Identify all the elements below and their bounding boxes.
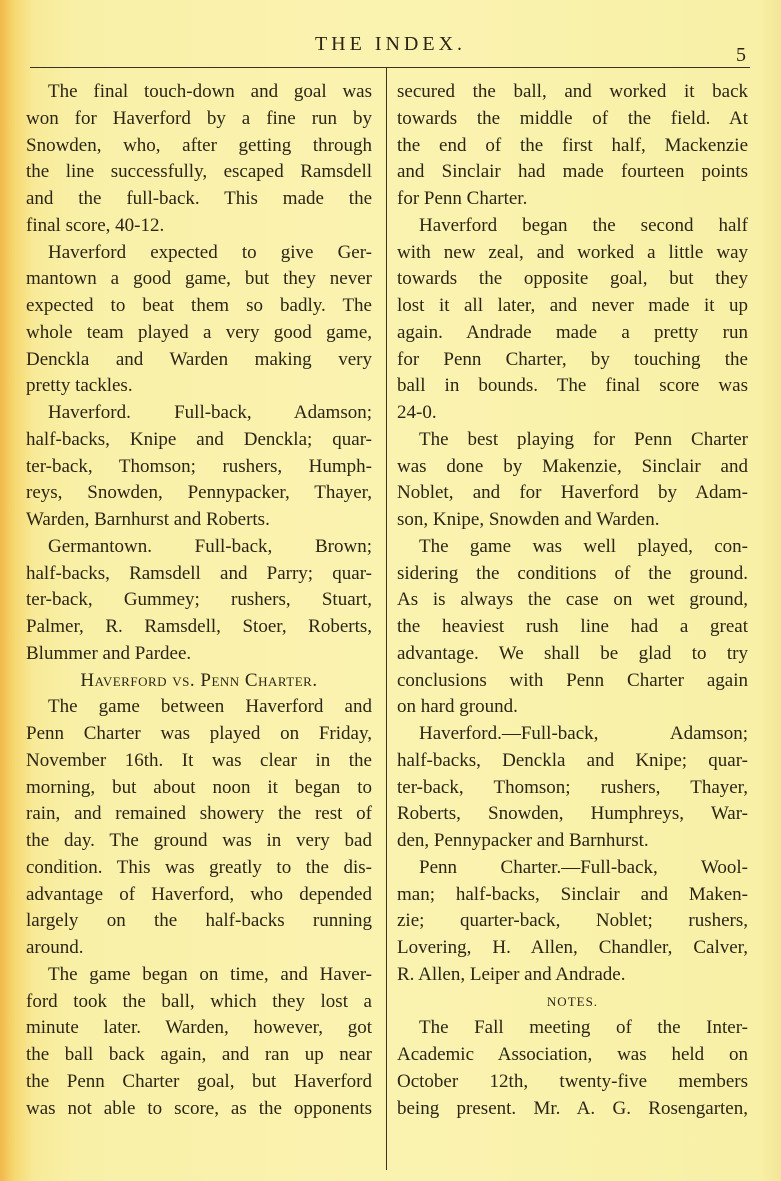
text-line: condition. This was greatly to the dis- bbox=[26, 856, 372, 878]
right-column bbox=[397, 79, 748, 1122]
text-line: pretty tackles. bbox=[26, 375, 133, 397]
text-line: October 12th, twenty-five members bbox=[397, 1070, 748, 1092]
text-line: The game was well played, con- bbox=[419, 535, 748, 557]
text-line: The game began on time, and Haver- bbox=[48, 963, 372, 985]
column-divider bbox=[386, 68, 387, 1170]
text-line: conclusions with Penn Charter again bbox=[397, 669, 748, 691]
text-line: on hard ground. bbox=[397, 696, 518, 718]
text-line: advantage. We shall be glad to try bbox=[397, 642, 748, 664]
text-line: Lovering, H. Allen, Chandler, Calver, bbox=[397, 937, 748, 958]
text-line: 24-0. bbox=[397, 402, 437, 423]
text-line: Roberts, Snowden, Humphreys, War- bbox=[397, 803, 748, 825]
text-line: expected to beat them so badly. The bbox=[26, 295, 372, 316]
text-line: half-backs, Denckla and Knipe; quar- bbox=[397, 749, 748, 771]
text-line: The Fall meeting of the Inter- bbox=[419, 1017, 748, 1039]
text-line: den, Pennypacker and Barnhurst. bbox=[397, 830, 649, 851]
text-line: son, Knipe, Snowden and Warden. bbox=[397, 509, 660, 530]
text-line: around. bbox=[26, 937, 84, 958]
text-line: Germantown. Full-back, Brown; bbox=[48, 535, 372, 557]
text-line: Penn Charter.—Full-back, Wool- bbox=[419, 856, 748, 878]
text-line: again. Andrade made a pretty run bbox=[397, 321, 748, 343]
text-line: with new zeal, and worked a little way bbox=[397, 241, 748, 263]
text-line: The final touch-down and goal was bbox=[48, 81, 372, 102]
left-column bbox=[26, 79, 372, 1122]
text-line: advantage of Haverford, who depended bbox=[26, 883, 372, 905]
text-line: for Penn Charter, by touching the bbox=[397, 348, 748, 370]
text-line: November 16th. It was clear in the bbox=[26, 749, 372, 771]
text-line: the end of the first half, Mackenzie bbox=[397, 134, 748, 156]
text-line: the line successfully, escaped Ramsdell bbox=[26, 161, 372, 183]
text-line: and the full-back. This made the bbox=[26, 188, 372, 209]
text-line: reys, Snowden, Pennypacker, Thayer, bbox=[26, 482, 372, 504]
text-line: half-backs, Ramsdell and Parry; quar- bbox=[26, 562, 372, 584]
text-line: As is always the case on wet ground, bbox=[397, 589, 748, 611]
text-line: Haverford.—Full-back, Adamson; bbox=[419, 723, 748, 744]
text-line: zie; quarter-back, Noblet; rushers, bbox=[397, 910, 748, 932]
text-line: Snowden, who, after getting through bbox=[26, 134, 372, 156]
text-line: was done by Makenzie, Sinclair and bbox=[397, 455, 748, 477]
notes-heading: NOTES. bbox=[546, 993, 599, 1009]
text-line: Penn Charter was played on Friday, bbox=[26, 723, 372, 744]
text-line: morning, but about noon it began to bbox=[26, 776, 372, 798]
text-line: ter-back, Thomson; rushers, Humph- bbox=[26, 455, 372, 477]
text-line: the day. The ground was in very bad bbox=[26, 830, 372, 851]
text-line: secured the ball, and worked it back bbox=[397, 81, 748, 102]
text-line: Haverford expected to give Ger- bbox=[48, 241, 372, 263]
text-line: Warden, Barnhurst and Roberts. bbox=[26, 509, 270, 530]
text-line: for Penn Charter. bbox=[397, 188, 528, 209]
text-line: ter-back, Gummey; rushers, Stuart, bbox=[26, 589, 372, 611]
text-line: The game between Haverford and bbox=[48, 696, 372, 718]
text-line: being present. Mr. A. G. Rosengarten, bbox=[397, 1097, 748, 1119]
text-line: Noblet, and for Haverford by Adam- bbox=[397, 482, 748, 504]
text-line: the Penn Charter goal, but Haverford bbox=[26, 1070, 372, 1092]
text-line: ball in bounds. The final score was bbox=[397, 375, 748, 397]
text-line: mantown a good game, but they never bbox=[26, 268, 372, 290]
text-line: the heaviest rush line had a great bbox=[397, 616, 748, 637]
text-line: rain, and remained showery the rest of bbox=[26, 803, 372, 825]
text-line: R. Allen, Leiper and Andrade. bbox=[397, 963, 626, 985]
text-line: whole team played a very good game, bbox=[26, 321, 372, 343]
text-line: ford took the ball, which they lost a bbox=[26, 990, 372, 1012]
text-line: minute later. Warden, however, got bbox=[26, 1017, 372, 1039]
text-line: The best playing for Penn Charter bbox=[419, 428, 748, 450]
running-head-title: THE INDEX. bbox=[314, 33, 467, 55]
text-line: man; half-backs, Sinclair and Maken- bbox=[397, 883, 748, 905]
text-line: Haverford began the second half bbox=[419, 214, 748, 236]
text-line: sidering the conditions of the ground. bbox=[397, 562, 748, 584]
text-line: towards the opposite goal, but they bbox=[397, 268, 748, 290]
text-line: was not able to score, as the opponents bbox=[26, 1097, 372, 1119]
section-heading: Haverford vs. Penn Charter. bbox=[80, 669, 318, 691]
text-line: Academic Association, was held on bbox=[397, 1044, 748, 1065]
text-line: Denckla and Warden making very bbox=[26, 348, 372, 370]
text-line: half-backs, Knipe and Denckla; quar- bbox=[26, 428, 372, 450]
page-number: 5 bbox=[736, 44, 746, 66]
text-line: Haverford. Full-back, Adamson; bbox=[48, 402, 372, 423]
text-line: final score, 40-12. bbox=[26, 214, 165, 236]
text-line: Palmer, R. Ramsdell, Stoer, Roberts, bbox=[26, 616, 372, 637]
text-line: won for Haverford by a fine run by bbox=[26, 107, 372, 129]
text-line: towards the middle of the field. At bbox=[397, 107, 748, 129]
text-line: ter-back, Thomson; rushers, Thayer, bbox=[397, 776, 748, 798]
text-line: and Sinclair had made fourteen points bbox=[397, 161, 748, 183]
text-line: Blummer and Pardee. bbox=[26, 642, 192, 664]
text-line: largely on the half-backs running bbox=[26, 910, 372, 932]
text-line: the ball back again, and ran up near bbox=[26, 1044, 372, 1065]
text-line: lost it all later, and never made it up bbox=[397, 295, 748, 316]
header-rule bbox=[30, 67, 750, 68]
